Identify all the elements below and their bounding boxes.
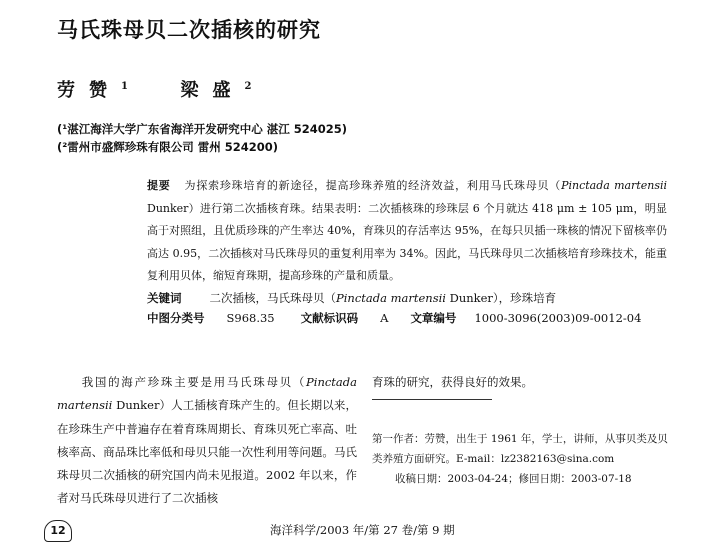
journal-info: 海洋科学/2003 年/第 27 卷/第 9 期: [270, 523, 455, 537]
article-number-value: 1000-3096(2003)09-0012-04: [474, 311, 642, 325]
article-number-label: 文章编号: [410, 311, 457, 325]
author-name: 梁盛: [180, 80, 245, 101]
affiliation-1: (¹湛江海洋大学广东省海洋开发研究中心 湛江 524025): [57, 122, 348, 136]
intro-continuation: 育珠的研究，获得良好的效果。: [372, 375, 533, 389]
intro-text: Dunker）人工插核育珠产生的。但长期以来，在珍珠生产中普遍存在着育珠周期长、育珠贝死亡率高、吐核率高、商品珠比率低和母贝只能一次性利用等问题。马氏珠母贝二次插核的研究国内尚未见报道。2002 年以来，作者对马氏珠母贝进行了二次插核: [57, 398, 357, 506]
author-name: 劳赞: [57, 80, 121, 101]
abstract-text: 为探索珍珠培育的新途径，提高珍珠养殖的经济效益，利用马氏珠母贝（: [184, 179, 562, 192]
author-affil-mark: 2: [244, 81, 252, 92]
author-list: [57, 76, 252, 102]
species-name: Pinctada martensii: [57, 375, 357, 413]
classification-row: [147, 310, 687, 326]
clc-value: S968.35: [226, 311, 275, 325]
author-footnote: 第一作者：劳赞，出生于 1961 年，学士，讲师，从事贝类及贝类养殖方面研究。E-mail：lz2382163@sina.com: [372, 433, 668, 465]
abstract-label: 提要: [147, 179, 171, 192]
page-number: 12: [44, 520, 72, 542]
intro-text: 我国的海产珍珠主要是用马氏珠母贝（: [80, 375, 307, 389]
species-name: Pinctada martensii: [561, 179, 668, 192]
keywords-text: Dunker），珍珠培育: [445, 291, 557, 305]
doc-code-value: A: [380, 311, 389, 325]
received-dates: 收稿日期：2003-04-24；修回日期：2003-07-18: [395, 473, 632, 485]
abstract: [147, 175, 667, 288]
affiliation-2: (²雷州市盛辉珍珠有限公司 雷州 524200): [57, 140, 279, 154]
author-affil-mark: 1: [121, 81, 128, 92]
keywords: [147, 290, 687, 306]
keywords-label: 关键词: [147, 291, 182, 305]
species-name: Pinctada martensii: [336, 291, 446, 305]
keywords-text: 二次插核，马氏珠母贝（: [209, 291, 336, 305]
footnote-divider: [372, 399, 492, 400]
intro-paragraph: [57, 371, 357, 511]
clc-label: 中图分类号: [147, 311, 205, 325]
abstract-text: Dunker）进行第二次插核育珠。结果表明：二次插核珠的珍珠层 6 个月就达 418 μm ± 105 μm，明显高于对照组，且优质珍珠的产生率达 40%，育珠贝的存活率达 95%，在每只贝插一珠核的情况下留核率仍高达 0.95，二次插核对马氏珠母贝的重复利用率为 34%。因此，马氏珠母贝二次插核培育珍珠技术，能重复利用贝体，缩短育珠期，提高珍珠的产量和质量。: [147, 201, 667, 282]
doc-code-label: 文献标识码: [300, 311, 359, 325]
paper-title: 马氏珠母贝二次插核的研究: [57, 18, 321, 42]
